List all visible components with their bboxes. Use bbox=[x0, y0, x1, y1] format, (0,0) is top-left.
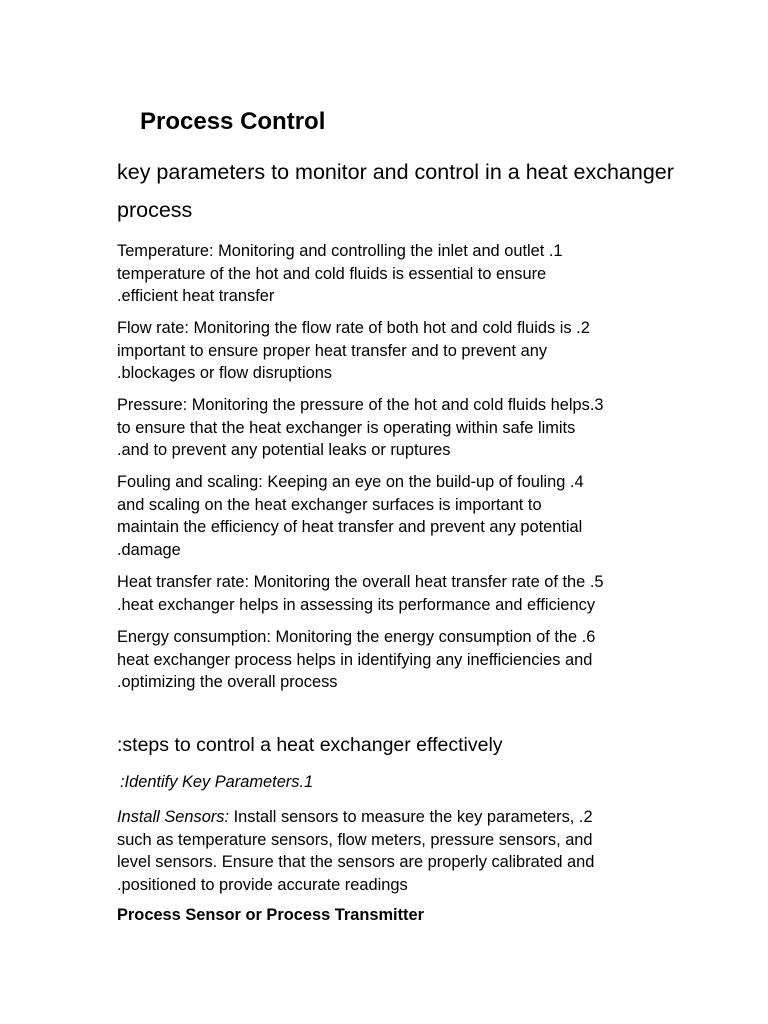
step-install-sensors: Install Sensors: Install sensors to measure the key parameters, .2 such as temperature sensors, flow meters, pressure sensors, and level sensors. Ensure that the sensors are properly calibrated and .positioned to provide accurate readings bbox=[117, 808, 595, 895]
parameter-item-pressure: Pressure: Monitoring the pressure of the hot and cold fluids helps.3 to ensure that the heat exchanger is operating within safe limits .and to prevent any potential leaks or ruptures bbox=[117, 396, 604, 460]
parameter-item-flow-rate: Flow rate: Monitoring the flow rate of both hot and cold fluids is .2 important to ensure proper heat transfer and to prevent any .blockages or flow disruptions bbox=[117, 319, 590, 383]
parameter-item-temperature: Temperature: Monitoring and controlling the inlet and outlet .1 temperature of the hot and cold fluids is essential to ensure .efficient heat transfer bbox=[117, 242, 563, 306]
steps-heading: :steps to control a heat exchanger effectively bbox=[117, 734, 503, 756]
process-sensor-heading: Process Sensor or Process Transmitter bbox=[117, 906, 425, 924]
parameters-subheading: key parameters to monitor and control in a heat exchanger process bbox=[117, 160, 674, 222]
document-title: Process Control bbox=[140, 108, 326, 135]
parameter-item-fouling: Fouling and scaling: Keeping an eye on the build-up of fouling .4 and scaling on the heat exchanger surfaces is important to maintain the efficiency of heat transfer and prevent any potential .damage bbox=[117, 473, 584, 560]
parameter-item-heat-transfer-rate: Heat transfer rate: Monitoring the overall heat transfer rate of the .5 .heat exchanger helps in assessing its performance and efficiency bbox=[117, 573, 604, 614]
parameter-item-energy: Energy consumption: Monitoring the energy consumption of the .6 heat exchanger process helps in identifying any inefficiencies and .optimizing the overall process bbox=[117, 628, 596, 692]
step-install-sensors-lead: Install Sensors: bbox=[117, 808, 230, 826]
step-identify-parameters: :Identify Key Parameters.1 bbox=[120, 773, 314, 791]
